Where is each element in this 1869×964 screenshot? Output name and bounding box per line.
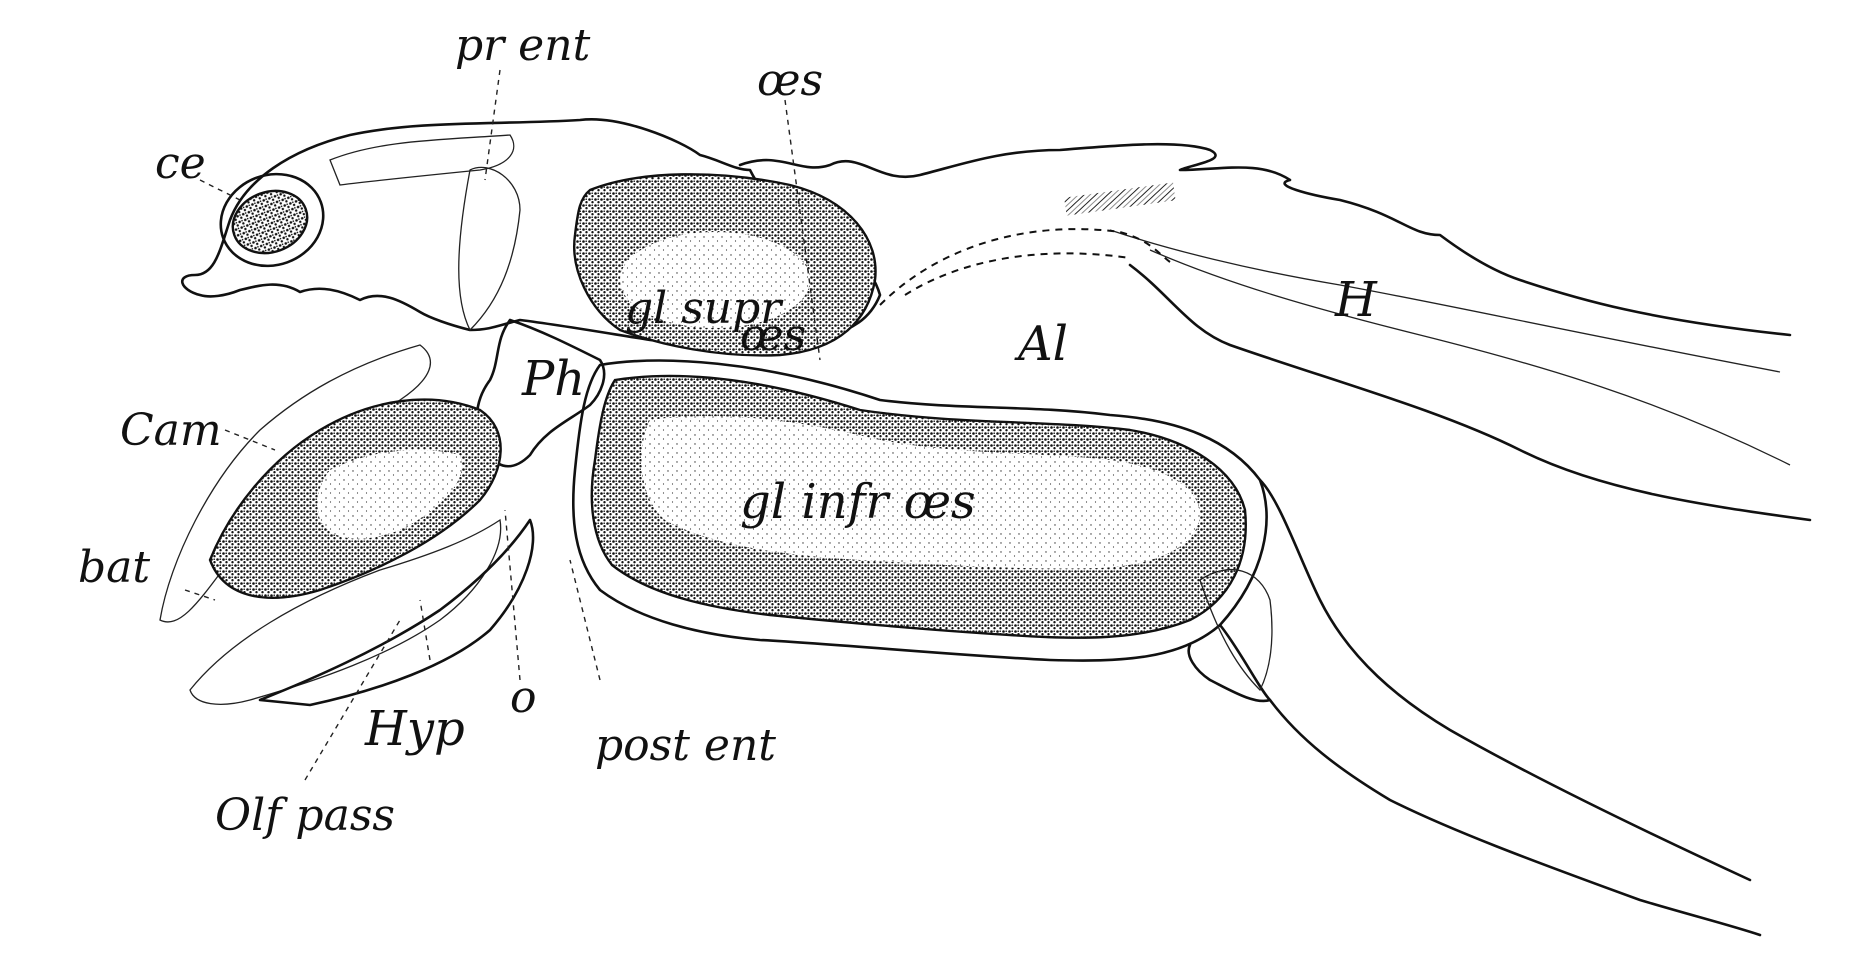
- label-o: o: [510, 672, 537, 723]
- alimentary-canal: [880, 229, 1170, 305]
- label-gl-infr: gl infr œs: [740, 474, 976, 530]
- label-oes-mid: œs: [740, 310, 807, 361]
- mouthparts: [160, 345, 533, 705]
- label-olf-pass: Olf pass: [215, 790, 395, 841]
- ventral-posterior-region: [1189, 480, 1760, 935]
- label-pr-ent: pr ent: [455, 20, 591, 71]
- label-gl-supr: gl supr: [625, 283, 782, 334]
- ce-structure: [208, 160, 337, 280]
- label-post-ent: post ent: [595, 720, 776, 771]
- label-bat: bat: [78, 542, 151, 593]
- label-Cam: Cam: [120, 405, 222, 456]
- label-ce: ce: [155, 138, 206, 189]
- label-H: H: [1335, 272, 1377, 328]
- label-Al: Al: [1018, 316, 1069, 372]
- label-Hyp: Hyp: [365, 701, 465, 757]
- label-Ph: Ph: [522, 351, 586, 407]
- label-oes-top: œs: [757, 55, 824, 106]
- dorsal-cell-cluster: [1064, 182, 1175, 215]
